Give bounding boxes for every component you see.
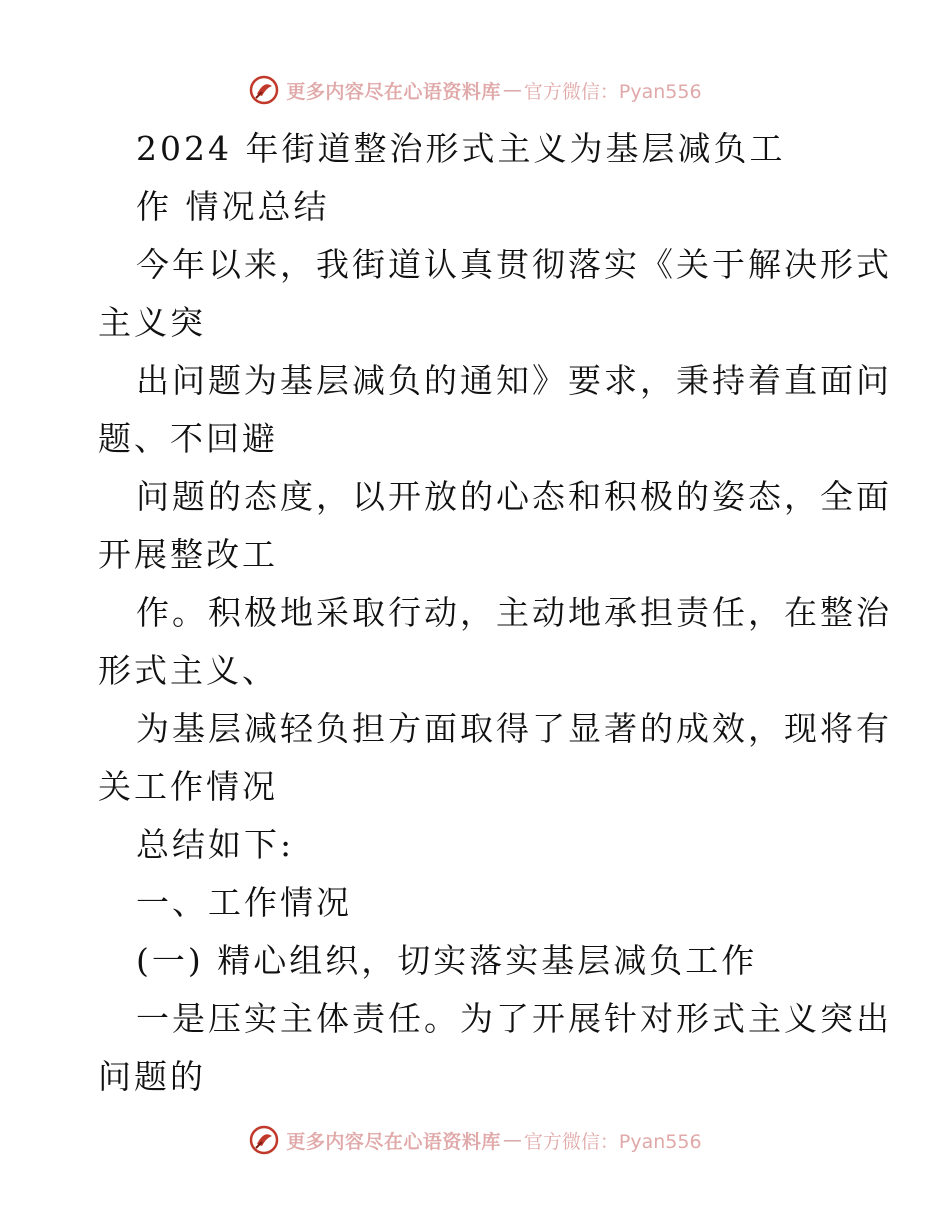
footer-watermark-banner [0,1120,950,1160]
logo-icon [248,1124,280,1156]
footer-separator: — [502,1129,522,1151]
paragraph-line: 问题的态度，以开放的心态和积极的姿态，全面 [136,477,892,516]
paragraph-line: 问题的 [98,1057,206,1096]
header-site-text: 更多内容尽在心语资料库 [286,80,501,103]
header-wechat-text: 官方微信：Pyan556 [523,80,702,103]
document-title-line-1: 2024 年街道整治形式主义为基层减负工 [136,129,786,168]
section-heading: 一、工作情况 [136,883,352,922]
paragraph-line: 为基层减轻负担方面取得了显著的成效，现将有 [136,709,892,748]
paragraph-line: 作。积极地采取行动，主动地承担责任，在整治 [136,593,892,632]
footer-site-text: 更多内容尽在心语资料库 [286,1130,501,1153]
document-title-line-2: 作 情况总结 [136,187,330,226]
paragraph-line: 形式主义、 [98,651,278,690]
paragraph-line: 出问题为基层减负的通知》要求，秉持着直面问 [136,361,892,400]
paragraph-line: 总结如下: [136,825,295,864]
paragraph-line: 一是压实主体责任。为了开展针对形式主义突出 [136,999,892,1038]
logo-icon [248,74,280,106]
header-watermark-banner [0,70,950,110]
paragraph-line: 题、不回避 [98,419,278,458]
paragraph-line: 今年以来，我街道认真贯彻落实《关于解决形式 [136,245,892,284]
footer-wechat-text: 官方微信：Pyan556 [523,1130,702,1153]
paragraph-line: 主义突 [98,303,206,342]
header-separator: — [502,79,522,101]
subsection-heading: (一) 精心组织，切实落实基层减负工作 [136,941,758,980]
paragraph-line: 关工作情况 [98,767,278,806]
document-body [98,120,892,1106]
paragraph-line: 开展整改工 [98,535,278,574]
